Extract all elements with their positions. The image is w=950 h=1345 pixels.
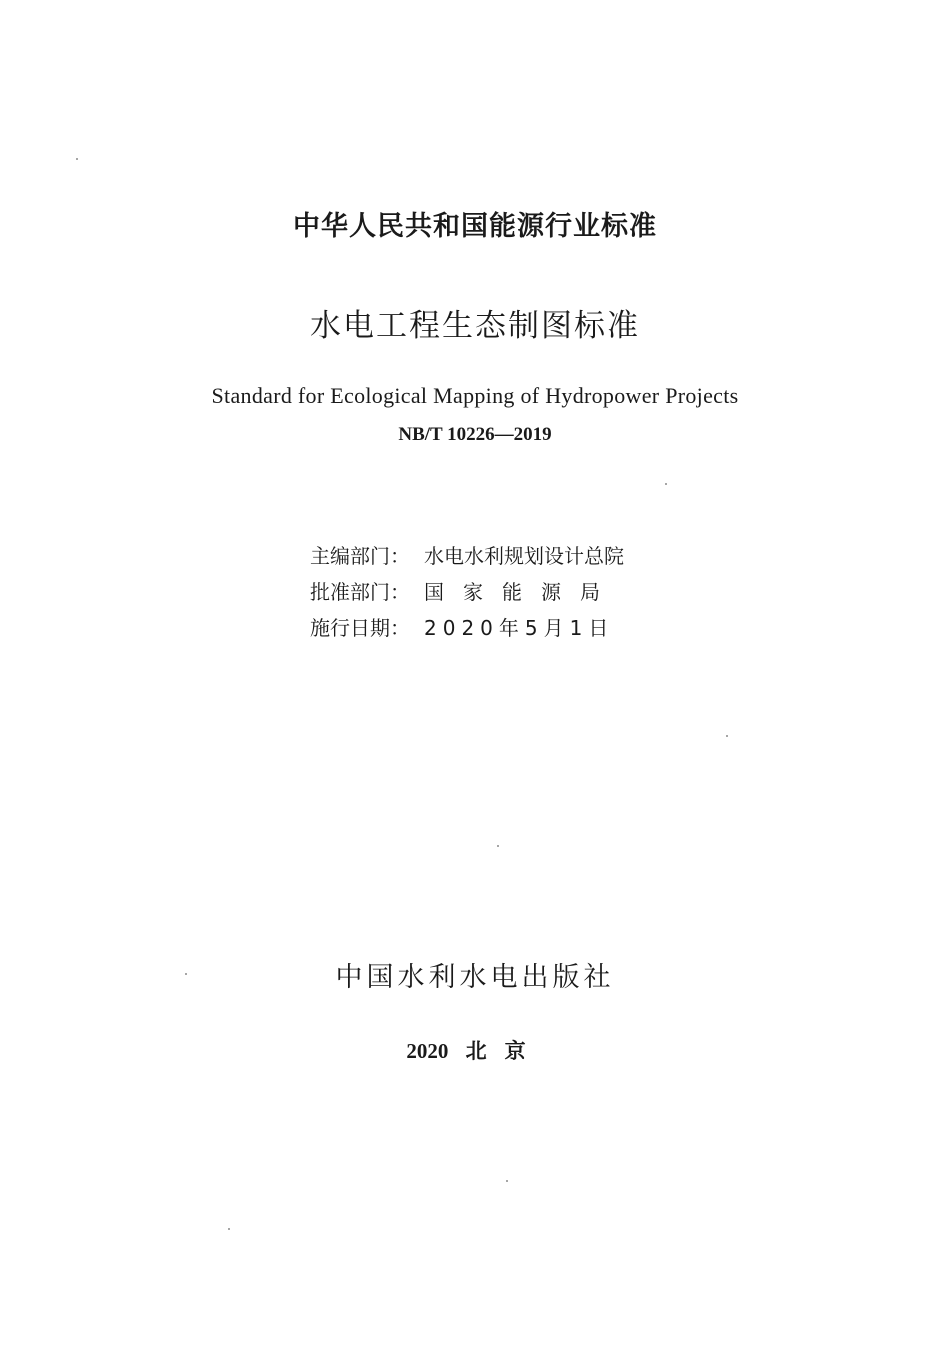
publication-year: 2020 xyxy=(406,1039,449,1063)
publication-place xyxy=(0,1035,950,1065)
scan-speck xyxy=(665,483,667,485)
editor-label: 主编部门： xyxy=(310,544,410,568)
scan-speck xyxy=(506,1180,508,1182)
standard-metadata xyxy=(310,538,624,646)
standard-title-english: Standard for Ecological Mapping of Hydropower Projects xyxy=(211,383,739,408)
scan-speck xyxy=(497,845,499,847)
scan-speck xyxy=(185,973,187,975)
industry-standard-heading: 中华人民共和国能源行业标准 xyxy=(293,211,657,242)
standard-title-chinese: 水电工程生态制图标准 xyxy=(310,308,640,344)
approver-value: 国家能源局 xyxy=(424,580,619,604)
effective-date-row xyxy=(310,610,624,646)
scan-speck xyxy=(228,1228,230,1230)
approver-row xyxy=(310,574,624,610)
scan-speck xyxy=(76,158,78,160)
effective-date-value: 2020年5月1日 xyxy=(424,616,615,640)
editor-row xyxy=(310,538,624,574)
approver-label: 批准部门： xyxy=(310,580,410,604)
scan-speck xyxy=(726,735,728,737)
standard-code: NB/T 10226—2019 xyxy=(398,424,552,445)
publication-city: 北京 xyxy=(465,1039,544,1063)
publisher-name: 中国水利水电出版社 xyxy=(335,962,615,993)
editor-value: 水电水利规划设计总院 xyxy=(424,544,624,568)
effective-date-label: 施行日期： xyxy=(310,616,410,640)
